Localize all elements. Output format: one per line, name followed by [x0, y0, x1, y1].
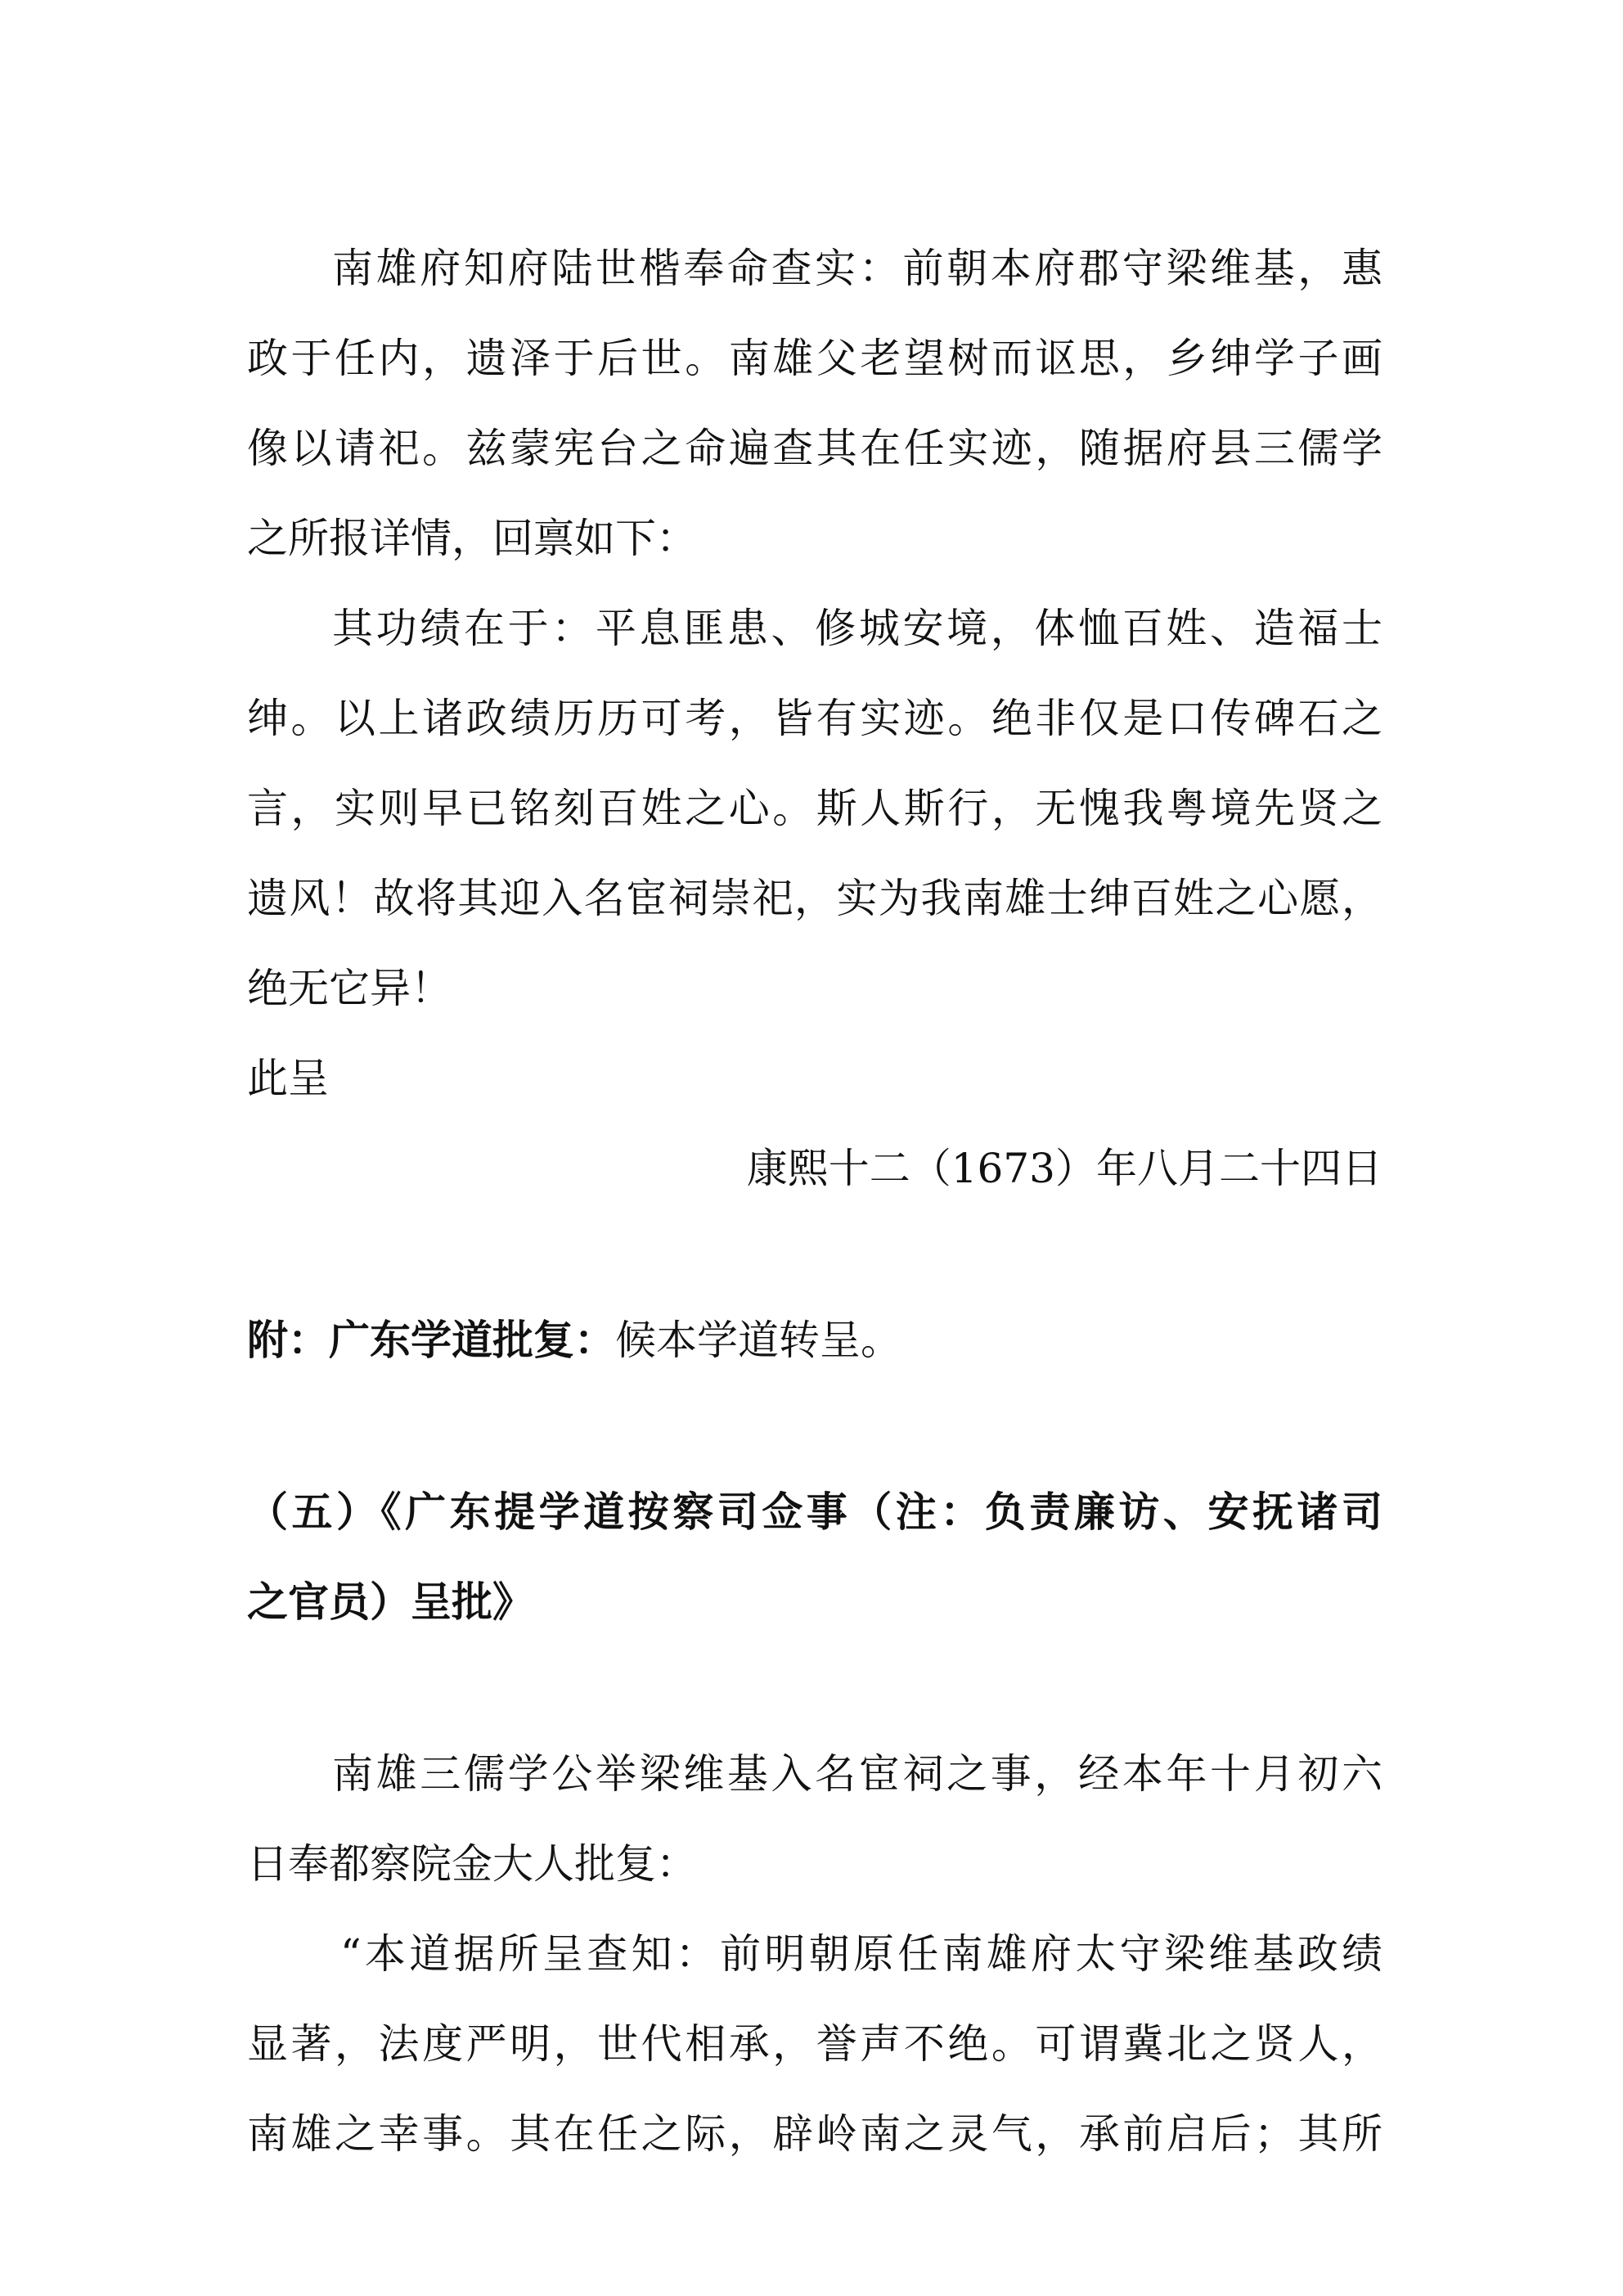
date-line: 康熙十二（1673）年八月二十四日 — [746, 1145, 1382, 1192]
report-line-2: 政于任内，遗泽于后世。南雄父老望树而讴思，乡绅学子画 — [247, 335, 1382, 382]
section-heading-line-1: （五）《广东提学道按察司佥事（注：负责廉访、安抚诸司 — [247, 1488, 1382, 1536]
document-page — [247, 0, 1382, 2296]
closing-text: 此呈 — [247, 1055, 329, 1102]
body-line-2: 日奉都察院金大人批复： — [247, 1840, 697, 1888]
report-line-4: 之所报详情，回禀如下： — [247, 515, 697, 562]
merits-line-5: 绝无它异！ — [247, 965, 452, 1012]
quote-line-1: “本道据所呈查知：前明朝原任南雄府太守梁维基政绩 — [340, 1930, 1382, 1978]
appendix-text: 候本学道转呈。 — [615, 1317, 901, 1364]
merits-line-4: 遗风！故将其迎入名宦祠崇祀，实为我南雄士绅百姓之心愿， — [247, 875, 1382, 922]
quote-line-2: 显著，法度严明，世代相承，誉声不绝。可谓冀北之贤人， — [247, 2020, 1382, 2068]
merits-line-3: 言，实则早已铭刻百姓之心。斯人斯行，无愧我粤境先贤之 — [247, 785, 1382, 832]
section-heading-line-2: 之官员）呈批》 — [247, 1578, 533, 1626]
appendix-label: 附：广东学道批复： — [247, 1316, 615, 1364]
body-line-1: 南雄三儒学公举梁维基入名宦祠之事，经本年十月初六 — [332, 1750, 1382, 1798]
quote-line-3: 南雄之幸事。其在任之际，辟岭南之灵气，承前启后；其所 — [247, 2110, 1382, 2158]
report-line-1: 南雄府知府陆世楷奉命查实：前朝本府郡守梁维基，惠 — [332, 245, 1382, 292]
appendix-line — [247, 1299, 1382, 1381]
report-line-3: 像以请祀。兹蒙宪台之命遍查其在任实迹，随据府县三儒学 — [247, 425, 1382, 472]
merits-line-2: 绅。以上诸政绩历历可考，皆有实迹。绝非仅是口传碑石之 — [247, 695, 1382, 742]
merits-line-1: 其功绩在于：平息匪患、修城安境，体恤百姓、造福士 — [332, 605, 1382, 652]
